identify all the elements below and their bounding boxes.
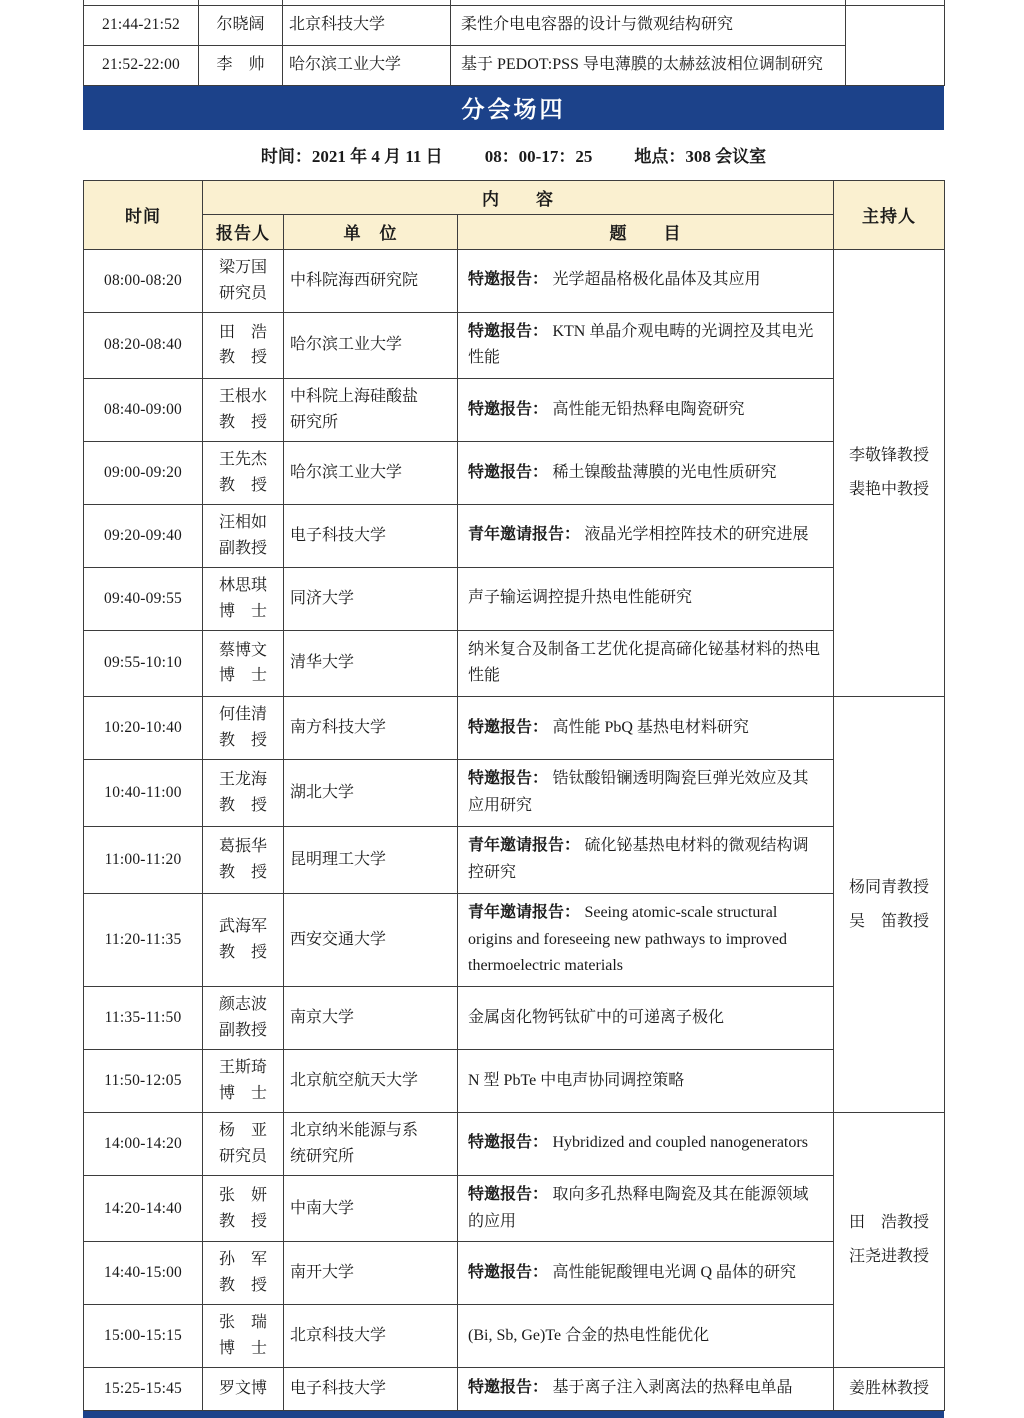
chair-name: 吴 笛教授 xyxy=(849,912,930,930)
org-line: 昆明理工大学 xyxy=(290,850,387,868)
chair-name: 田 浩教授 xyxy=(849,1214,930,1232)
speaker-line: 何佳清 xyxy=(218,706,267,724)
speaker-cell xyxy=(199,45,283,85)
schedule-row xyxy=(84,826,945,893)
chair-cell xyxy=(834,249,945,697)
speaker-cell xyxy=(203,1368,284,1411)
org-line: 湖北大学 xyxy=(290,784,355,802)
talk-title-text: 高性能 PbQ 基热电材料研究 xyxy=(552,718,749,736)
org-cell xyxy=(284,567,458,630)
org-line: 北京科技大学 xyxy=(289,16,386,34)
time-cell: 08:00-08:20 xyxy=(84,249,203,312)
speaker-line: 副教授 xyxy=(218,1022,267,1040)
schedule-row xyxy=(84,630,945,697)
talk-type-label: 特邀报告： xyxy=(468,271,553,289)
schedule-row xyxy=(84,442,945,505)
org-cell xyxy=(284,697,458,760)
talk-title-text: 光学超晶格极化晶体及其应用 xyxy=(552,271,761,289)
talk-title-text: (Bi, Sb, Ge)Te 合金的热电性能优化 xyxy=(468,1326,710,1344)
org-cell xyxy=(284,1050,458,1113)
title-cell xyxy=(458,1368,834,1411)
org-line: 同济大学 xyxy=(290,589,355,607)
speaker-cell xyxy=(203,630,284,697)
org-cell xyxy=(284,1242,458,1305)
session-time-range: 08：00-17：25 xyxy=(484,147,593,167)
title-cell xyxy=(458,697,834,760)
chair-name: 裴艳中教授 xyxy=(849,481,930,499)
session-table-header xyxy=(84,180,945,249)
speaker-line: 林思琪 xyxy=(218,576,267,594)
chair-name: 杨同青教授 xyxy=(849,879,930,896)
talk-title-text: Seeing atomic-scale structural origins and foreseeing new pathways to improved thermoelectric materials xyxy=(468,903,788,975)
chair-cell xyxy=(834,1368,945,1411)
org-cell xyxy=(284,630,458,697)
title-cell xyxy=(451,6,846,46)
time-cell: 11:50-12:05 xyxy=(84,1050,203,1113)
speaker-line: 教 授 xyxy=(218,1212,267,1230)
speaker-cell xyxy=(199,6,283,46)
speaker-line: 李 帅 xyxy=(216,56,265,74)
time-cell: 10:40-11:00 xyxy=(84,760,203,827)
speaker-cell xyxy=(203,1305,284,1368)
chair-name: 汪尧进教授 xyxy=(849,1247,930,1265)
org-cell xyxy=(284,504,458,567)
org-line: 北京航空航天大学 xyxy=(290,1072,419,1090)
title-cell xyxy=(458,312,834,379)
talk-type-label: 青年邀请报告： xyxy=(468,836,585,854)
talk-title-text: 金属卤化物钙钛矿中的可递离子极化 xyxy=(468,1008,725,1026)
time-cell: 11:35-11:50 xyxy=(84,987,203,1050)
org-cell xyxy=(283,6,451,46)
speaker-cell xyxy=(203,504,284,567)
org-line: 电子科技大学 xyxy=(290,526,387,544)
time-cell: 14:40-15:00 xyxy=(84,1242,203,1305)
org-line: 北京科技大学 xyxy=(290,1327,387,1345)
time-cell: 08:20-08:40 xyxy=(84,312,203,379)
speaker-cell xyxy=(203,1112,284,1175)
speaker-line: 教 授 xyxy=(218,732,267,750)
schedule-row xyxy=(84,1368,945,1411)
speaker-line: 教 授 xyxy=(218,797,267,814)
schedule-row xyxy=(84,1175,945,1242)
speaker-cell xyxy=(203,1050,284,1113)
org-line: 研究所 xyxy=(290,414,339,432)
time-cell: 08:40-09:00 xyxy=(84,379,203,442)
speaker-line: 张 瑞 xyxy=(218,1314,267,1332)
talk-type-label: 特邀报告： xyxy=(468,1263,553,1281)
speaker-line: 武海军 xyxy=(218,918,267,936)
talk-title-text: 纳米复合及制备工艺优化提高碲化铋基材料的热电性能 xyxy=(468,640,821,685)
header-title: 题 目 xyxy=(458,214,834,249)
schedule-row xyxy=(84,1050,945,1113)
session-table xyxy=(83,180,945,1411)
org-line: 西安交通大学 xyxy=(290,930,387,948)
speaker-line: 教 授 xyxy=(218,414,267,432)
talk-type-label: 特邀报告： xyxy=(468,1185,553,1203)
org-line: 清华大学 xyxy=(290,654,355,672)
talk-type-label: 特邀报告： xyxy=(468,322,553,340)
speaker-line: 研究员 xyxy=(218,1147,267,1165)
speaker-line: 田 浩 xyxy=(218,323,267,341)
title-cell xyxy=(458,379,834,442)
speaker-line: 研究员 xyxy=(218,284,267,302)
speaker-line: 博 士 xyxy=(218,602,267,620)
talk-title-text: 硫化铋基热电材料的微观结构调控研究 xyxy=(468,836,809,881)
time-cell: 11:20-11:35 xyxy=(84,893,203,987)
session-title: 分会场四 xyxy=(461,96,566,123)
speaker-cell xyxy=(203,379,284,442)
speaker-line: 博 士 xyxy=(218,667,267,685)
schedule-row xyxy=(84,893,945,987)
speaker-line: 杨 亚 xyxy=(218,1121,267,1139)
talk-type-label: 青年邀请报告： xyxy=(468,903,585,921)
speaker-line: 教 授 xyxy=(218,943,267,961)
org-cell xyxy=(284,1175,458,1242)
schedule-row xyxy=(84,1112,945,1175)
org-cell xyxy=(284,826,458,893)
org-line: 南京大学 xyxy=(290,1009,355,1027)
talk-type-label: 特邀报告： xyxy=(468,718,553,736)
talk-type-label: 青年邀请报告： xyxy=(468,526,585,544)
org-cell xyxy=(284,1368,458,1411)
chair-name: 姜胜林教授 xyxy=(849,1380,930,1398)
org-cell xyxy=(284,893,458,987)
org-line: 统研究所 xyxy=(290,1147,355,1165)
speaker-cell xyxy=(203,442,284,505)
org-cell xyxy=(284,312,458,379)
chair-name: 李敬锋教授 xyxy=(849,447,930,465)
talk-type-label: 特邀报告： xyxy=(468,463,553,481)
talk-title-text: 高性能铌酸锂电光调 Q 晶体的研究 xyxy=(552,1263,797,1281)
org-cell xyxy=(284,249,458,312)
title-cell xyxy=(458,504,834,567)
speaker-line: 尔晓阔 xyxy=(216,16,265,34)
title-cell xyxy=(458,760,834,827)
schedule-row xyxy=(84,1242,945,1305)
speaker-cell xyxy=(203,893,284,987)
title-cell xyxy=(458,630,834,697)
speaker-line: 王斯琦 xyxy=(218,1059,267,1077)
org-cell xyxy=(283,45,451,85)
speaker-line: 汪相如 xyxy=(218,513,267,531)
title-cell xyxy=(458,442,834,505)
schedule-row xyxy=(84,6,945,46)
schedule-row xyxy=(84,567,945,630)
schedule-row xyxy=(84,697,945,760)
speaker-cell xyxy=(203,760,284,827)
time-cell: 15:00-15:15 xyxy=(84,1305,203,1368)
talk-title-text: 基于离子注入剥离法的热释电单晶 xyxy=(552,1379,793,1397)
time-cell: 14:20-14:40 xyxy=(84,1175,203,1242)
talk-type-label: 特邀报告： xyxy=(468,1134,553,1152)
schedule-row xyxy=(84,1305,945,1368)
title-cell xyxy=(458,1050,834,1113)
talk-title-text: 柔性介电电容器的设计与微观结构研究 xyxy=(461,16,734,33)
org-cell xyxy=(284,760,458,827)
speaker-line: 教 授 xyxy=(218,477,267,495)
org-line: 中南大学 xyxy=(290,1199,355,1217)
speaker-line: 教 授 xyxy=(218,863,267,881)
header-chair: 主持人 xyxy=(834,180,945,249)
speaker-cell xyxy=(203,987,284,1050)
org-line: 中科院上海硅酸盐 xyxy=(290,388,419,406)
speaker-cell xyxy=(203,826,284,893)
speaker-line: 蔡博文 xyxy=(218,641,267,659)
speaker-line: 王龙海 xyxy=(218,771,267,789)
org-line: 北京纳米能源与系 xyxy=(290,1121,419,1139)
title-cell xyxy=(458,1112,834,1175)
schedule-row xyxy=(84,379,945,442)
schedule-row xyxy=(84,312,945,379)
talk-title-text: 液晶光学相控阵技术的研究进展 xyxy=(584,526,809,544)
speaker-line: 王根水 xyxy=(218,388,267,406)
talk-type-label: 特邀报告： xyxy=(468,770,553,788)
talk-type-label: 特邀报告： xyxy=(468,1379,553,1397)
time-cell: 09:20-09:40 xyxy=(84,504,203,567)
title-cell xyxy=(458,1175,834,1242)
next-banner-edge xyxy=(83,1411,944,1418)
previous-session-table xyxy=(83,0,945,86)
talk-type-label: 特邀报告： xyxy=(468,400,553,418)
org-line: 南开大学 xyxy=(290,1264,355,1282)
title-cell xyxy=(458,567,834,630)
talk-title-text: KTN 单晶介观电畴的光调控及其电光性能 xyxy=(468,322,814,367)
speaker-line: 孙 军 xyxy=(218,1251,267,1269)
title-cell xyxy=(458,1305,834,1368)
time-cell: 21:44-21:52 xyxy=(84,6,199,46)
header-org: 单 位 xyxy=(284,214,458,249)
org-line: 中科院海西研究院 xyxy=(290,271,419,289)
speaker-cell xyxy=(203,249,284,312)
org-cell xyxy=(284,1305,458,1368)
schedule-row xyxy=(84,249,945,312)
talk-title-text: 高性能无铅热释电陶瓷研究 xyxy=(552,400,745,418)
time-cell: 11:00-11:20 xyxy=(84,826,203,893)
talk-title-text: Hybridized and coupled nanogenerators xyxy=(552,1134,808,1152)
speaker-line: 张 妍 xyxy=(218,1186,267,1204)
title-cell xyxy=(458,249,834,312)
speaker-line: 罗文博 xyxy=(218,1379,267,1397)
header-speaker: 报告人 xyxy=(203,214,284,249)
org-line: 哈尔滨工业大学 xyxy=(289,56,402,74)
time-cell: 15:25-15:45 xyxy=(84,1368,203,1411)
org-line: 哈尔滨工业大学 xyxy=(290,464,403,482)
speaker-line: 王先杰 xyxy=(218,451,267,469)
session-date: 时间：2021 年 4 月 11 日 xyxy=(260,147,443,167)
org-line: 南方科技大学 xyxy=(290,719,387,737)
chair-cell xyxy=(834,697,945,1113)
session-info-bar xyxy=(83,130,944,180)
speaker-cell xyxy=(203,697,284,760)
chair-cell xyxy=(846,6,945,86)
org-cell xyxy=(284,379,458,442)
speaker-cell xyxy=(203,567,284,630)
talk-title-text: N 型 PbTe 中电声协同调控策略 xyxy=(468,1071,685,1089)
org-cell xyxy=(284,1112,458,1175)
time-cell: 14:00-14:20 xyxy=(84,1112,203,1175)
schedule-row xyxy=(84,504,945,567)
title-cell xyxy=(458,1242,834,1305)
program-page xyxy=(83,0,944,1418)
speaker-cell xyxy=(203,1175,284,1242)
time-cell: 09:40-09:55 xyxy=(84,567,203,630)
speaker-line: 博 士 xyxy=(218,1084,267,1102)
talk-title-text: 声子输运调控提升热电性能研究 xyxy=(468,589,693,607)
talk-title-text: 基于 PEDOT:PSS 导电薄膜的太赫兹波相位调制研究 xyxy=(461,55,823,73)
talk-title-text: 取向多孔热释电陶瓷及其在能源领域的应用 xyxy=(468,1185,809,1230)
org-cell xyxy=(284,442,458,505)
schedule-row xyxy=(84,760,945,827)
chair-cell xyxy=(834,1112,945,1367)
title-cell xyxy=(451,45,846,85)
speaker-cell xyxy=(203,1242,284,1305)
title-cell xyxy=(458,893,834,987)
speaker-line: 葛振华 xyxy=(218,837,267,855)
time-cell: 09:55-10:10 xyxy=(84,630,203,697)
speaker-line: 博 士 xyxy=(218,1340,267,1358)
speaker-line: 梁万国 xyxy=(218,258,267,276)
time-cell: 09:00-09:20 xyxy=(84,442,203,505)
org-line: 电子科技大学 xyxy=(290,1379,387,1397)
session-venue: 地点：308 会议室 xyxy=(634,147,767,167)
speaker-line: 教 授 xyxy=(218,349,267,367)
title-cell xyxy=(458,987,834,1050)
schedule-row xyxy=(84,987,945,1050)
org-line: 哈尔滨工业大学 xyxy=(290,336,403,354)
speaker-line: 颜志波 xyxy=(218,996,267,1014)
schedule-row xyxy=(84,45,945,85)
speaker-cell xyxy=(203,312,284,379)
session-banner xyxy=(83,86,944,130)
time-cell: 21:52-22:00 xyxy=(84,45,199,85)
time-cell: 10:20-10:40 xyxy=(84,697,203,760)
org-cell xyxy=(284,987,458,1050)
header-content: 内 容 xyxy=(203,180,834,214)
speaker-line: 副教授 xyxy=(218,539,267,557)
talk-title-text: 稀土镍酸盐薄膜的光电性质研究 xyxy=(552,463,777,481)
header-time: 时间 xyxy=(84,180,203,249)
title-cell xyxy=(458,826,834,893)
talk-title-text: 锆钛酸铅镧透明陶瓷巨弹光效应及其应用研究 xyxy=(468,770,809,814)
speaker-line: 教 授 xyxy=(218,1277,267,1295)
